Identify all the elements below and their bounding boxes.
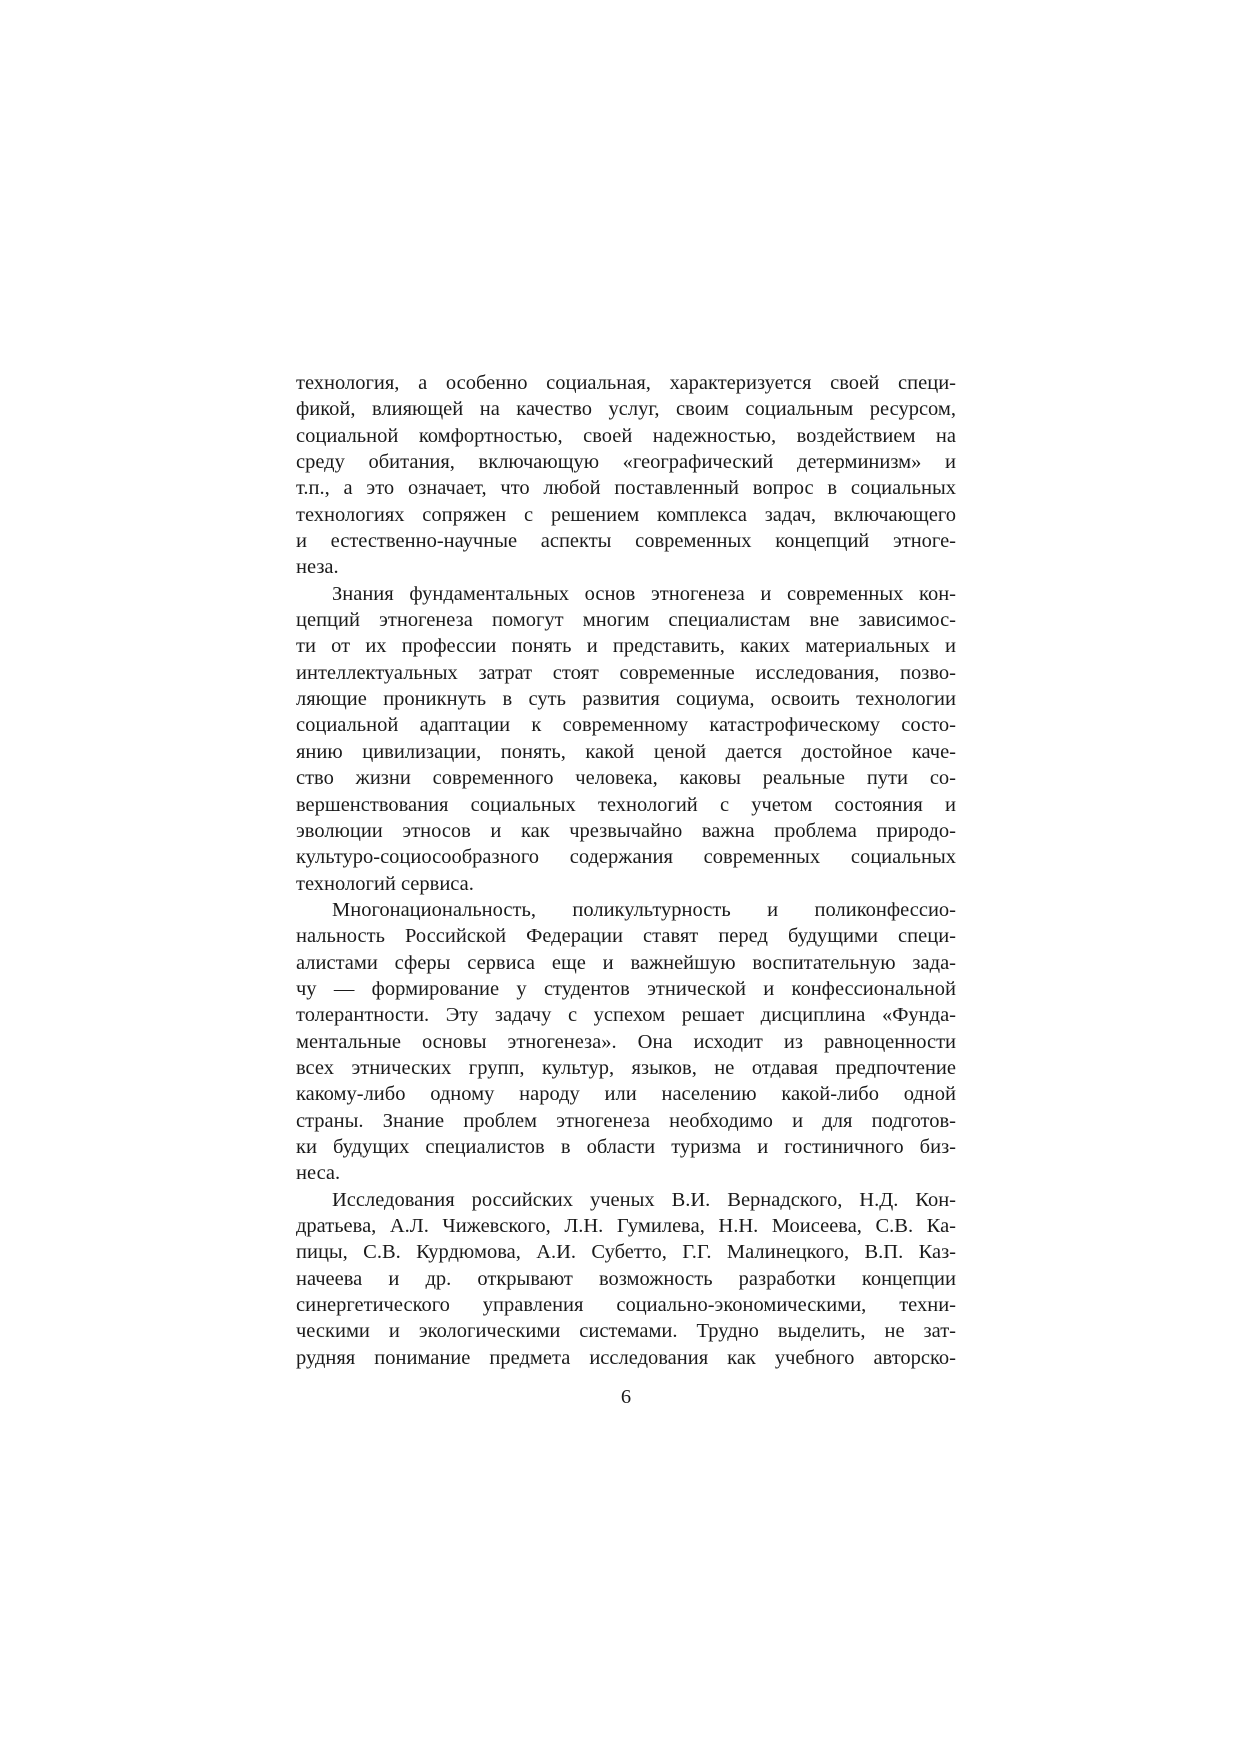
text-line: алистами сферы сервиса еще и важнейшую воспитательную зада- [296, 951, 956, 974]
text-line: технологий сервиса. [296, 872, 474, 895]
text-line: чу — формирование у студентов этнической и конфессиональной [296, 977, 956, 1000]
text-line: т.п., а это означает, что любой поставленный вопрос в социальных [296, 477, 956, 500]
text-line: социальной комфортностью, своей надежностью, воздействием на [296, 424, 956, 447]
text-line: неса. [296, 1162, 341, 1185]
text-line: культуро-социосообразного содержания современных социальных [296, 846, 956, 869]
text-line: Знания фундаментальных основ этногенеза и современных кон- [332, 582, 956, 605]
text-line: социальной адаптации к современному катастрофическому состо- [296, 714, 956, 737]
text-line: интеллектуальных затрат стоят современные исследования, позво- [296, 661, 956, 684]
text-line: страны. Знание проблем этногенеза необходимо и для подготов- [296, 1109, 956, 1132]
text-line: неза. [296, 556, 339, 579]
text-line: технология, а особенно социальная, характеризуется своей специ- [296, 372, 956, 394]
text-line: ки будущих специалистов в области туризма и гостиничного биз- [296, 1135, 956, 1158]
text-line: ти от их профессии понять и представить, каких материальных и [296, 635, 956, 658]
text-line: синергетического управления социально-экономическими, техни- [296, 1294, 956, 1317]
text-line: всех этнических групп, культур, языков, не отдавая предпочтение [296, 1056, 956, 1079]
text-line: дратьева, А.Л. Чижевского, Л.Н. Гумилева, Н.Н. Моисеева, С.В. Ка- [296, 1215, 956, 1237]
text-line: ментальные основы этногенеза». Она исходит из равноценности [296, 1030, 956, 1053]
text-line: технологиях сопряжен с решением комплекса задач, включающего [296, 503, 956, 526]
text-line: вершенствования социальных технологий с учетом состояния и [296, 793, 956, 816]
text-line: толерантности. Эту задачу с успехом решает дисциплина «Фунда- [296, 1004, 956, 1027]
text-line: начеева и др. открывают возможность разработки концепции [296, 1267, 956, 1290]
text-line: Многонациональность, поликультурность и поликонфессио- [332, 898, 956, 921]
text-line: цепций этногенеза помогут многим специалистам вне зависимос- [296, 609, 956, 632]
text-line: Исследования российских ученых В.И. Вернадского, Н.Д. Кон- [332, 1188, 956, 1211]
text-line: янию цивилизации, понять, какой ценой дается достойное каче- [296, 740, 956, 763]
text-line: рудняя понимание предмета исследования как учебного авторско- [296, 1346, 956, 1369]
text-line: среду обитания, включающую «географический детерминизм» и [296, 451, 956, 474]
paragraph-3 [296, 897, 956, 1187]
paragraph-4 [296, 1187, 956, 1371]
text-line: ческими и экологическими системами. Трудно выделить, не зат- [296, 1320, 956, 1343]
text-line: ство жизни современного человека, каковы реальные пути со- [296, 767, 956, 790]
text-line: нальность Российской Федерации ставят перед будущими специ- [296, 925, 956, 948]
text-line: пицы, С.В. Курдюмова, А.И. Субетто, Г.Г. Малинецкого, В.П. Каз- [296, 1241, 956, 1264]
text-line: фикой, влияющей на качество услуг, своим социальным ресурсом, [296, 398, 956, 421]
text-line: и естественно-научные аспекты современных концепций этноге- [296, 530, 956, 553]
text-line: какому-либо одному народу или населению какой-либо одной [296, 1083, 956, 1106]
text-line: эволюции этносов и как чрезвычайно важна проблема природо- [296, 819, 956, 842]
paragraph-2 [296, 581, 956, 897]
text-line: ляющие проникнуть в суть развития социума, освоить технологии [296, 688, 956, 711]
page-number: 6 [620, 1386, 632, 1408]
page-body [296, 370, 956, 1371]
paragraph-1 [296, 370, 956, 581]
